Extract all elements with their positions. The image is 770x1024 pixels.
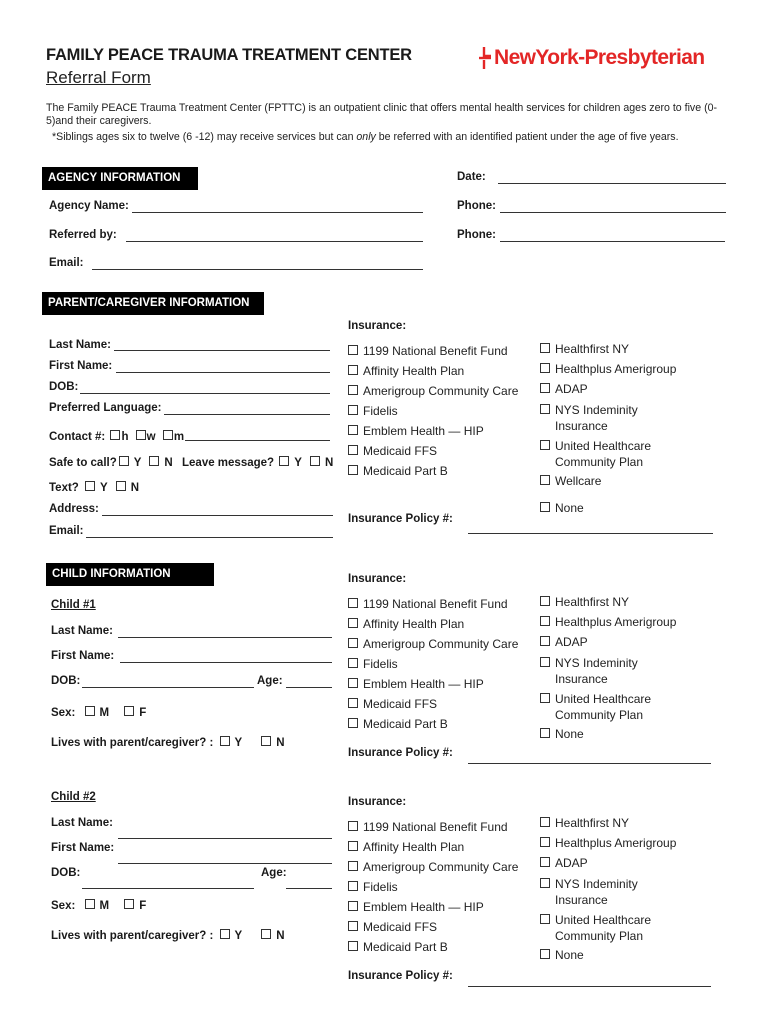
child1-insurance-right-option-label: Healthfirst NY (555, 595, 630, 609)
child2-insurance-right-option-checkbox[interactable] (540, 914, 550, 924)
child1-first-name-label: First Name: (51, 650, 115, 662)
child2-insurance-right-option-checkbox[interactable] (540, 837, 550, 847)
nyp-logo (478, 46, 705, 70)
child1-insurance-right-option[interactable] (540, 655, 700, 687)
child2-lives-yes-checkbox[interactable] (220, 929, 230, 939)
child2-insurance-left-option-checkbox[interactable] (348, 921, 358, 931)
preferred-language-label: Preferred Language: (49, 402, 162, 414)
leave-message-yes-label: Y (294, 457, 302, 469)
parent-insurance-left-option-label: Fidelis (363, 404, 398, 418)
child1-insurance-policy-label: Insurance Policy #: (348, 747, 453, 759)
child1-insurance-left-option[interactable] (348, 717, 448, 731)
child2-heading: Child #2 (51, 791, 96, 803)
parent-insurance-right-option[interactable] (540, 342, 629, 356)
child2-insurance-label: Insurance: (348, 796, 407, 808)
parent-insurance-policy-field[interactable] (468, 533, 713, 534)
siblings-note (52, 131, 742, 143)
child2-dob-field[interactable] (82, 888, 254, 889)
safe-to-call-no-checkbox[interactable] (149, 456, 159, 466)
siblings-note-post: be referred with an identified patient under the age of five years. (375, 131, 679, 143)
child1-insurance-left-option-checkbox[interactable] (348, 678, 358, 688)
child2-insurance-left-option-checkbox[interactable] (348, 901, 358, 911)
child1-insurance-left-option[interactable] (348, 637, 518, 651)
child2-insurance-left-option-label: Fidelis (363, 880, 398, 894)
child1-insurance-left-option[interactable] (348, 677, 484, 691)
child2-dob-label: DOB: (51, 867, 81, 879)
child1-insurance-left-option-checkbox[interactable] (348, 598, 358, 608)
contact-field[interactable] (185, 440, 330, 441)
parent-insurance-policy-label: Insurance Policy #: (348, 513, 453, 525)
child1-insurance-policy-field[interactable] (468, 763, 711, 764)
safe-to-call-row (49, 456, 173, 469)
child1-sex-row (51, 706, 146, 719)
parent-insurance-right-option[interactable] (540, 382, 588, 396)
child1-insurance-left-option-label: Medicaid FFS (363, 697, 438, 711)
parent-insurance-left-option-checkbox[interactable] (348, 365, 358, 375)
leave-message-label: Leave message? (182, 457, 275, 469)
contact-h-checkbox[interactable] (110, 430, 120, 440)
child2-lives-label: Lives with parent/caregiver? : (51, 930, 214, 942)
text-yes-checkbox[interactable] (85, 481, 95, 491)
child1-sex-m-label: M (99, 707, 110, 719)
child1-insurance-left-option[interactable] (348, 697, 437, 711)
parent-insurance-left-option[interactable] (348, 464, 448, 478)
parent-insurance-left-option-checkbox[interactable] (348, 405, 358, 415)
parent-insurance-right-option-label: Healthfirst NY (555, 342, 630, 356)
child2-insurance-right-option-label: ADAP (555, 856, 588, 870)
parent-section-header: PARENT/CAREGIVER INFORMATION (42, 292, 264, 315)
parent-insurance-right-option-label: Healthplus Amerigroup (555, 362, 677, 376)
parent-insurance-right-option-checkbox[interactable] (540, 343, 550, 353)
safe-to-call-yes-checkbox[interactable] (119, 456, 129, 466)
contact-label (49, 430, 184, 443)
parent-insurance-right-option[interactable] (540, 501, 584, 515)
child1-last-name-field[interactable] (118, 637, 332, 638)
child2-insurance-right-option-label: Healthplus Amerigroup (555, 836, 677, 850)
child1-insurance-right-option[interactable] (540, 595, 629, 609)
child2-insurance-left-option-label: 1199 National Benefit Fund (363, 820, 508, 834)
child1-insurance-left-option-checkbox[interactable] (348, 638, 358, 648)
child2-insurance-left-option-label: Medicaid FFS (363, 920, 438, 934)
child2-insurance-right-option[interactable] (540, 816, 629, 830)
safe-to-call-no-label: N (164, 457, 173, 469)
contact-w-label: w (146, 431, 156, 443)
child2-insurance-left-option-checkbox[interactable] (348, 861, 358, 871)
parent-insurance-label: Insurance: (348, 320, 407, 332)
parent-insurance-right-option[interactable] (540, 362, 676, 376)
agency-name-label: Agency Name: (49, 200, 129, 212)
phone-label-1: Phone: (457, 200, 496, 212)
parent-insurance-left-option-checkbox[interactable] (348, 425, 358, 435)
child1-sex-m-checkbox[interactable] (85, 706, 95, 716)
child2-sex-row (51, 899, 146, 912)
child1-first-name-field[interactable] (120, 662, 332, 663)
child1-insurance-left-option-checkbox[interactable] (348, 618, 358, 628)
parent-insurance-left-option[interactable] (348, 344, 508, 358)
child2-sex-f-label: F (139, 900, 147, 912)
leave-message-no-label: N (324, 457, 334, 469)
child1-insurance-left-option-checkbox[interactable] (348, 658, 358, 668)
address-field[interactable] (102, 515, 333, 516)
child1-lives-label: Lives with parent/caregiver? : (51, 737, 214, 749)
parent-email-field[interactable] (86, 537, 333, 538)
child2-last-name-label: Last Name: (51, 817, 113, 829)
agency-section-header: AGENCY INFORMATION (42, 167, 198, 190)
parent-first-name-field[interactable] (116, 372, 330, 373)
child2-insurance-right-option-label: Healthfirst NY (555, 816, 630, 830)
child1-insurance-left-option-checkbox[interactable] (348, 698, 358, 708)
child2-last-name-field[interactable] (118, 838, 332, 839)
parent-insurance-right-option-checkbox[interactable] (540, 383, 550, 393)
siblings-note-emphasis: only (356, 131, 376, 143)
child2-insurance-left-option[interactable] (348, 900, 484, 914)
contact-h-label: h (121, 431, 129, 443)
child2-sex-label: Sex: (51, 900, 76, 912)
child1-insurance-right-option-checkbox[interactable] (540, 596, 550, 606)
leave-message-row (182, 456, 333, 469)
parent-insurance-left-option-label: Medicaid Part B (363, 464, 448, 478)
parent-dob-field[interactable] (80, 393, 330, 394)
child2-insurance-left-option[interactable] (348, 920, 437, 934)
child2-insurance-right-option-checkbox[interactable] (540, 817, 550, 827)
child1-insurance-label: Insurance: (348, 573, 407, 585)
child2-insurance-left-option[interactable] (348, 880, 398, 894)
child2-insurance-left-option-checkbox[interactable] (348, 941, 358, 951)
child-section-header: CHILD INFORMATION (46, 563, 214, 586)
child1-heading: Child #1 (51, 599, 96, 611)
child2-lives-no-label: N (276, 930, 285, 942)
parent-insurance-right-option-checkbox[interactable] (540, 363, 550, 373)
parent-insurance-left-option[interactable] (348, 444, 437, 458)
child2-insurance-right-option-checkbox[interactable] (540, 878, 550, 888)
parent-insurance-left-option-checkbox[interactable] (348, 465, 358, 475)
child2-sex-f-checkbox[interactable] (124, 899, 134, 909)
child2-insurance-policy-field[interactable] (468, 986, 711, 987)
child1-insurance-right-option-checkbox[interactable] (540, 728, 550, 738)
child2-insurance-right-option-label: NYS Indeminity Insurance (555, 877, 638, 907)
child2-insurance-right-option-label: None (555, 948, 584, 962)
parent-insurance-right-option[interactable] (540, 402, 700, 434)
intro-text: The Family PEACE Trauma Treatment Center (FPTTC) is an outpatient clinic that offers mental health services for children ages zero to five (0-5)and their caregivers. (46, 102, 718, 127)
child2-insurance-left-option-checkbox[interactable] (348, 881, 358, 891)
child2-insurance-right-option-checkbox[interactable] (540, 857, 550, 867)
child2-first-name-label: First Name: (51, 842, 115, 854)
parent-insurance-left-option[interactable] (348, 404, 398, 418)
address-label: Address: (49, 503, 99, 515)
child1-insurance-right-option-label: None (555, 727, 584, 741)
referred-by-field[interactable] (126, 241, 423, 242)
child1-insurance-left-option-label: Medicaid Part B (363, 717, 448, 731)
parent-insurance-right-option-label: None (555, 501, 584, 515)
parent-last-name-field[interactable] (114, 350, 330, 351)
child2-insurance-right-option[interactable] (540, 836, 676, 850)
child1-lives-yes-checkbox[interactable] (220, 736, 230, 746)
parent-insurance-left-option-checkbox[interactable] (348, 385, 358, 395)
child2-sex-m-checkbox[interactable] (85, 899, 95, 909)
child1-insurance-right-option[interactable] (540, 727, 584, 741)
child1-last-name-label: Last Name: (51, 625, 113, 637)
parent-insurance-right-option-label: Wellcare (555, 474, 602, 488)
nyp-logo-text: NewYork-Presbyterian (494, 46, 705, 69)
child1-lives-yes-label: Y (234, 737, 243, 749)
form-subtitle: Referral Form (46, 68, 151, 87)
phone-field-2[interactable] (500, 241, 725, 242)
date-field[interactable] (498, 183, 726, 184)
parent-insurance-right-option-label: ADAP (555, 382, 588, 396)
phone-field-1[interactable] (500, 212, 726, 213)
safe-to-call-yes-label: Y (133, 457, 142, 469)
parent-insurance-left-option[interactable] (348, 364, 464, 378)
child1-insurance-left-option[interactable] (348, 657, 398, 671)
contact-m-label: m (173, 431, 185, 443)
parent-insurance-right-option-checkbox[interactable] (540, 404, 550, 414)
contact-label-text: Contact #: (49, 431, 106, 443)
contact-m-checkbox[interactable] (163, 430, 173, 440)
parent-insurance-left-option-label: Affinity Health Plan (363, 364, 465, 378)
child1-insurance-left-option[interactable] (348, 597, 508, 611)
child2-lives-no-checkbox[interactable] (261, 929, 271, 939)
child1-insurance-left-option-label: 1199 National Benefit Fund (363, 597, 508, 611)
child2-insurance-left-option-label: Affinity Health Plan (363, 840, 465, 854)
child2-insurance-left-option-label: Amerigroup Community Care (363, 860, 519, 874)
child1-sex-label: Sex: (51, 707, 76, 719)
parent-first-name-label: First Name: (49, 360, 113, 372)
parent-insurance-right-option-checkbox[interactable] (540, 502, 550, 512)
child2-insurance-right-option-checkbox[interactable] (540, 949, 550, 959)
parent-email-label: Email: (49, 525, 84, 537)
siblings-note-pre: *Siblings ages six to twelve (6 -12) may receive services but can (52, 131, 357, 143)
child1-sex-f-label: F (139, 707, 147, 719)
text-row (49, 481, 139, 494)
text-label: Text? (49, 482, 79, 494)
form-title: FAMILY PEACE TRAUMA TREATMENT CENTER (46, 46, 412, 64)
child1-insurance-right-option[interactable] (540, 691, 700, 723)
parent-insurance-left-option-label: Amerigroup Community Care (363, 384, 519, 398)
child1-lives-no-label: N (276, 737, 285, 749)
text-yes-label: Y (100, 482, 108, 494)
child2-age-label: Age: (261, 867, 287, 879)
child1-insurance-right-option-checkbox[interactable] (540, 693, 550, 703)
parent-insurance-right-option-checkbox[interactable] (540, 440, 550, 450)
child1-age-field[interactable] (286, 687, 332, 688)
child2-insurance-left-option-label: Emblem Health — HIP (363, 900, 484, 914)
phone-label-2: Phone: (457, 229, 496, 241)
parent-insurance-right-option-checkbox[interactable] (540, 475, 550, 485)
child2-first-name-field[interactable] (118, 863, 332, 864)
child1-insurance-right-option-label: United Healthcare Community Plan (555, 692, 652, 722)
child1-lives-no-checkbox[interactable] (261, 736, 271, 746)
parent-insurance-left-option-label: 1199 National Benefit Fund (363, 344, 508, 358)
text-no-label: N (130, 482, 140, 494)
child1-age-label: Age: (257, 675, 283, 687)
contact-w-checkbox[interactable] (136, 430, 146, 440)
child2-insurance-left-option[interactable] (348, 860, 518, 874)
safe-to-call-label: Safe to call? (49, 457, 117, 469)
child2-lives-row (51, 929, 285, 942)
child1-insurance-right-option-checkbox[interactable] (540, 657, 550, 667)
parent-insurance-right-option-label: United Healthcare Community Plan (555, 439, 652, 469)
child1-insurance-right-option-label: ADAP (555, 635, 588, 649)
child2-lives-yes-label: Y (234, 930, 243, 942)
parent-insurance-right-option-label: NYS Indeminity Insurance (555, 403, 638, 433)
child2-insurance-left-option[interactable] (348, 940, 448, 954)
agency-name-field[interactable] (132, 212, 423, 213)
parent-insurance-left-option-label: Emblem Health — HIP (363, 424, 484, 438)
child1-insurance-left-option-label: Fidelis (363, 657, 398, 671)
date-label: Date: (457, 171, 486, 183)
parent-insurance-left-option[interactable] (348, 424, 484, 438)
child1-dob-field[interactable] (82, 687, 254, 688)
agency-email-label: Email: (49, 257, 84, 269)
referred-by-label: Referred by: (49, 229, 117, 241)
child2-age-field[interactable] (286, 888, 332, 889)
child2-insurance-left-option-label: Medicaid Part B (363, 940, 448, 954)
child2-sex-m-label: M (99, 900, 110, 912)
child1-insurance-right-option[interactable] (540, 635, 588, 649)
parent-insurance-left-option-checkbox[interactable] (348, 345, 358, 355)
child1-insurance-right-option[interactable] (540, 615, 676, 629)
parent-insurance-left-option-label: Medicaid FFS (363, 444, 438, 458)
preferred-language-field[interactable] (164, 414, 330, 415)
parent-insurance-left-option-checkbox[interactable] (348, 445, 358, 455)
child1-insurance-left-option-label: Affinity Health Plan (363, 617, 465, 631)
parent-insurance-right-option[interactable] (540, 438, 700, 470)
child1-insurance-left-option-checkbox[interactable] (348, 718, 358, 728)
child2-insurance-right-option-label: United Healthcare Community Plan (555, 913, 652, 943)
child1-dob-label: DOB: (51, 675, 81, 687)
child2-insurance-left-option[interactable] (348, 820, 508, 834)
child2-insurance-right-option[interactable] (540, 856, 588, 870)
agency-email-field[interactable] (92, 269, 423, 270)
child2-insurance-right-option[interactable] (540, 948, 584, 962)
child2-insurance-right-option[interactable] (540, 912, 700, 944)
nyp-logo-icon (478, 46, 492, 70)
child1-sex-f-checkbox[interactable] (124, 706, 134, 716)
parent-insurance-right-option[interactable] (540, 474, 601, 488)
child2-insurance-left-option[interactable] (348, 840, 464, 854)
child1-insurance-left-option-label: Emblem Health — HIP (363, 677, 484, 691)
child2-insurance-right-option[interactable] (540, 876, 700, 908)
parent-insurance-left-option[interactable] (348, 384, 518, 398)
child1-insurance-right-option-checkbox[interactable] (540, 636, 550, 646)
child1-insurance-left-option-label: Amerigroup Community Care (363, 637, 519, 651)
leave-message-yes-checkbox[interactable] (279, 456, 289, 466)
child1-insurance-left-option[interactable] (348, 617, 464, 631)
parent-dob-label: DOB: (49, 381, 79, 393)
child1-lives-row (51, 736, 285, 749)
text-no-checkbox[interactable] (116, 481, 126, 491)
child2-insurance-policy-label: Insurance Policy #: (348, 970, 453, 982)
leave-message-no-checkbox[interactable] (310, 456, 320, 466)
child1-insurance-right-option-label: NYS Indeminity Insurance (555, 656, 638, 686)
parent-last-name-label: Last Name: (49, 339, 111, 351)
child1-insurance-right-option-checkbox[interactable] (540, 616, 550, 626)
child2-insurance-left-option-checkbox[interactable] (348, 821, 358, 831)
child2-insurance-left-option-checkbox[interactable] (348, 841, 358, 851)
child1-insurance-right-option-label: Healthplus Amerigroup (555, 615, 677, 629)
